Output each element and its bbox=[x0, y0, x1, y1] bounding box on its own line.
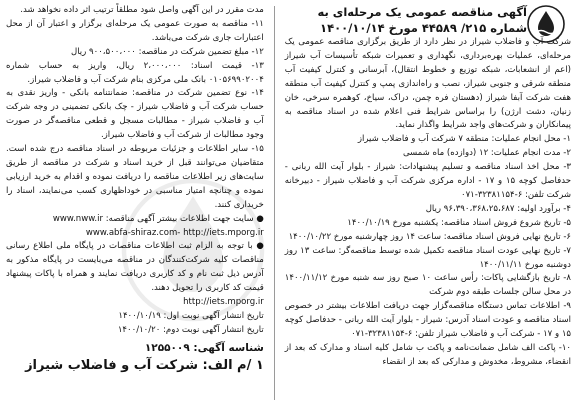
right-column-item: ۲- مدت انجام عملیات: ۱۲ (دوازده) ماه شمسی bbox=[402, 148, 571, 159]
left-column-body bbox=[6, 4, 264, 338]
right-column bbox=[285, 4, 571, 402]
right-column-item: ۹- اطلاعات تماس دستگاه مناقصه‌گزار جهت دریافت اطلاعات بیشتر در خصوص اسناد مناقصه و عودت اسناد آدرس: شیراز - بلوار آیت الله ربانی - حدفاصل کوچه ۱۵ و ۱۷ - شرکت آب و فاضلاب شیراز تلفن: ۶-۳۲۳۸۱۱۵۴-۰۷۱ bbox=[284, 301, 571, 340]
left-column-item: http://iets.mporg.ir bbox=[183, 297, 264, 308]
company-logo bbox=[526, 4, 566, 44]
right-column-item: ۵- تاریخ شروع فروش اسناد مناقصه: یکشنبه مورخ ۱۴۰۰/۱۰/۱۹ bbox=[347, 217, 571, 228]
right-column-item: ۶- تاریخ نهایی فروش اسناد مناقصه: ساعت ۱۴ روز چهارشنبه مورخ ۱۴۰۰/۱۰/۲۲ bbox=[288, 231, 571, 242]
left-column-item: ۱۵- سایر اطلاعات و جزئیات مربوطه در اسناد مناقصه درج شده است. متقاضیان می‌توانند قبل از خرید اسناد و شرکت در مناقصه از طریق سایت‌های زیر اطلاعات مناقصه را دریافت نموده و اقدام به خرید ارزیابی نموده و چنانچه امتیاز مناسبی در خوداظهاری کسب می‌نمایند، اسناد را خریداری کنند. bbox=[6, 144, 264, 210]
right-column-item: ۷- تاریخ نهایی عودت اسناد مناقصه تکمیل شده توسط مناقصه‌گر: ساعت ۱۳ روز دوشنبه مورخ ۱۴۰۰/۱۱/۱۱ bbox=[284, 245, 571, 270]
right-column-item: ۳- محل اخذ اسناد مناقصه و تسلیم پیشنهادات: شیراز - بلوار آیت الله ربانی - حدفاصل کوچه ۱۵ و ۱۷ - اداره مرکزی شرکت آب و فاضلاب شیراز - دبیرخانه شرکت تلفن: ۶-۳۲۳۸۱۱۵۴-۰۷۱ bbox=[284, 162, 572, 200]
right-column-item: ۱۰- پاکت الف شامل ضمانت‌نامه و پاکت ب شامل کلیه اسناد و مدارک که بعد از انقضاء، مشروط، مخدوش و مدارکی که بعد از انقضاء bbox=[284, 342, 571, 367]
left-column-item: ۱۳- قیمت اسناد: ۲،۰۰۰،۰۰۰ ریال، واریز به حساب شماره ۰۱۰۵۶۹۹۰۲۰۰۴ بانک ملی مرکزی بنام شرکت آب و فاضلاب شیراز. bbox=[6, 60, 264, 85]
left-column-item: تاریخ انتشار آگهی نوبت دوم: ۱۴۰۰/۱۰/۲۰ bbox=[117, 324, 264, 335]
left-column bbox=[6, 4, 264, 402]
column-divider bbox=[274, 6, 275, 400]
page-title: آگهی مناقصه عمومی یک مرحله‌ای به شماره ۲۱۵/ ۴۴۵۸۹ مورخ ۱۴۰۰/۱۰/۱۴ bbox=[317, 5, 527, 35]
left-column-item: ● سایت جهت اطلاعات بیشتر آگهی مناقصه: www.nww.ir bbox=[52, 213, 264, 224]
right-column-item: ۴- برآورد اولیه: ۹۶،۳۹۰،۳۶۸،۲۵،۶۸۷ ریال bbox=[425, 203, 571, 214]
ad-id-number: شناسه آگهی: ۱۲۵۵۰۰۹ bbox=[144, 341, 264, 354]
signature: ۱ /م الف: شرکت آب و فاضلاب شیراز bbox=[25, 357, 264, 373]
left-column-item: ۱۴- نوع تضمین شرکت در مناقصه: ضمانتنامه بانکی - واریز نقدی به حساب شرکت آب و فاضلاب شیراز - چک بانکی تضمینی در وجه شرکت آب و فاضلاب شیراز - مطالبات مسجل و قطعی مناقصه‌گر در صورت وجود مطالبات از شرکت آب و فاضلاب شیراز. bbox=[6, 88, 264, 141]
left-column-item: ۱۲- مبلغ تضمین شرکت در مناقصه: ۹۰۰،۵۰۰،۰۰۰ ریال bbox=[70, 46, 264, 57]
left-column-item: ● با توجه به الزام ثبت اطلاعات مناقصات در پایگاه ملی اطلاع رسانی مناقصات کلیه شرکت‌کنندگان در مناقصه می‌بایست در پایگاه مذکور به آدرس ذیل ثبت نام و کد کاربری دریافت نمایند و همراه با پاکات پیشنهاد قیمت کد کاربری را تحویل دهند. bbox=[6, 241, 264, 294]
left-column-item: www.abfa-shiraz.com- http://iets.mporg.ir bbox=[85, 227, 264, 238]
right-column-item: شرکت آب و فاضلاب شیراز در نظر دارد از طریق برگزاری مناقصه عمومی یک مرحله‌ای، عملیات بهره‌برداری، نگهداری و تعمیرات شبکه تأسیسات آب شیراز (اعم از انشعابات، شبکه توزیع و خطوط انتقال)، آبرسانی و کنترل کیفیت آب منطقه شرقی و جنوبی شیراز، نصب و راه‌اندازی پمپ و کنترل کیفیت آب منطقه هفت شرکت آبفا شیراز (دهستان فره چمن، دراک، سیاخ، کوهمره سرخی، خان زنیان، دشت ارژن) را براساس شرایط فنی اعلام شده در اسناد مناقصه به پیمانکاران و شرکت‌های واجد شرایط واگذار نماید. bbox=[284, 37, 571, 131]
left-column-item: مدت مقرر در این آگهی واصل شود مطلقاً ترتیب اثر داده نخواهد شد. bbox=[20, 5, 264, 15]
left-column-item: تاریخ انتشار آگهی نوبت اول: ۱۴۰۰/۱۰/۱۹ bbox=[118, 310, 264, 321]
right-column-body bbox=[285, 36, 571, 370]
right-column-item: ۱- محل انجام عملیات: منطقه ۷ شرکت آب و فاضلاب شیراز bbox=[357, 134, 571, 145]
right-column-item: ۸- تاریخ بازگشایی پاکات: رأس ساعت ۱۰ صبح روز سه شنبه مورخ ۱۴۰۰/۱۱/۱۲ در محل سالن جلسات طبقه دوم شرکت bbox=[284, 273, 571, 298]
water-drop-logo-icon bbox=[526, 4, 566, 44]
left-column-item: ۱۱- مناقصه به صورت عمومی یک مرحله‌ای برگزار و اعتبار آن از محل اعتبارات جاری شرکت می‌باشد. bbox=[6, 18, 264, 43]
